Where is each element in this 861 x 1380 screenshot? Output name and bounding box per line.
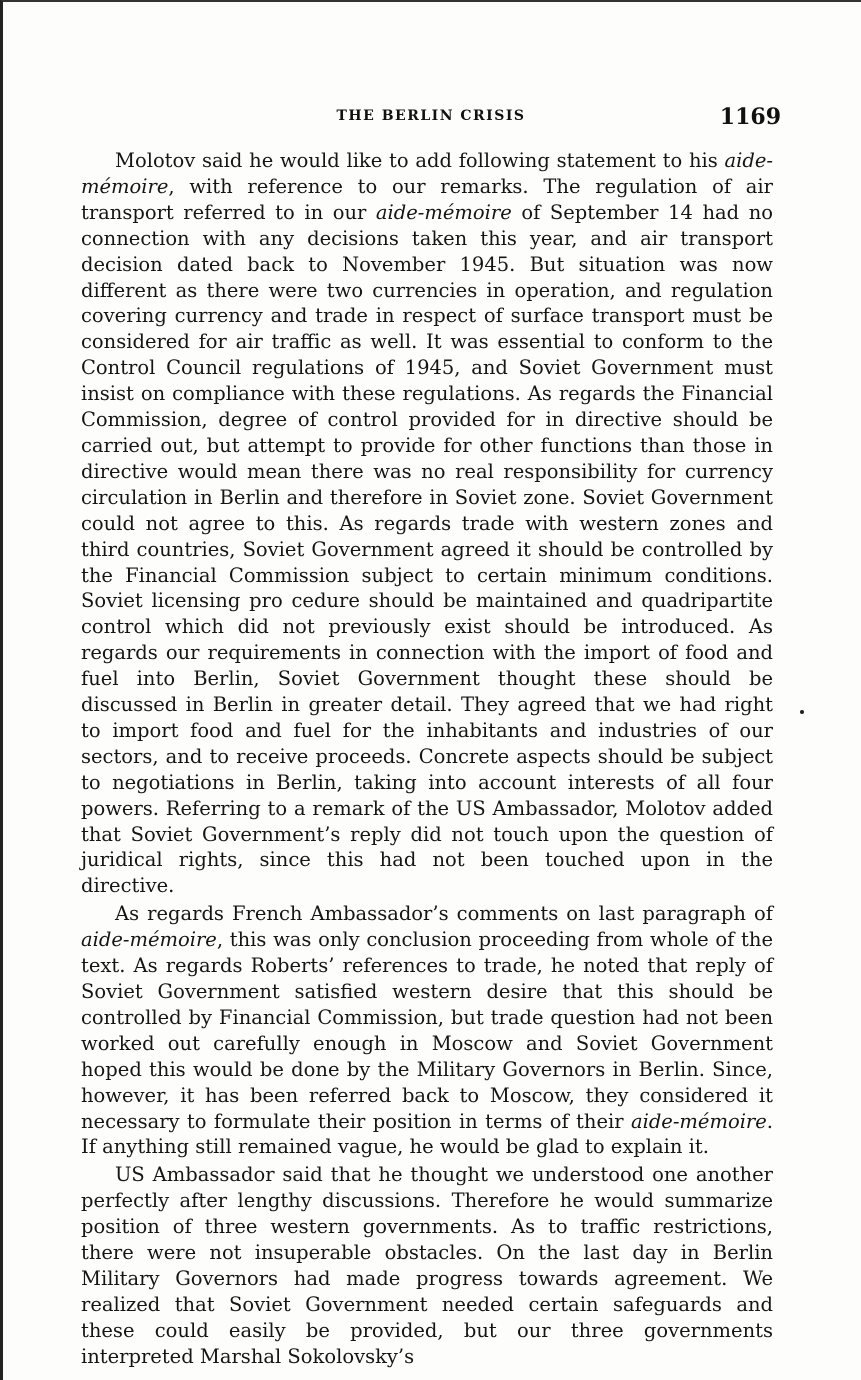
paragraph-us-ambassador	[81, 1162, 773, 1369]
italic-term: aide-mémoire	[375, 200, 512, 224]
body-text	[81, 148, 773, 1370]
paragraph-text: . If anything still remained vague, he would be glad to explain it.	[81, 1109, 773, 1159]
italic-term: aide-mémoire	[81, 928, 217, 952]
print-speck	[800, 710, 804, 714]
paragraph-text: , this was only conclusion proceeding from whole of the text. As regards Roberts’ references to trade, he noted that reply of Soviet Government satisfied western desire that this should be controlled by Financial Commission, but trade question had not been worked out carefully enough in Moscow and Soviet Government hoped this would be done by the Military Governors in Berlin. Since, however, it has been referred back to Moscow, they considered it necessary to formulate their position in terms of their	[81, 928, 773, 1133]
paragraph-french-ambassador	[81, 901, 773, 1160]
page-header	[81, 106, 781, 136]
paragraph-text: of September 14 had no connection with any decisions taken this year, and air transport decision dated back to November 1945. But situation was now different as there were two currencies in operation, and regulation covering currency and trade in respect of surface transport must be considered for air traffic as well. It was essential to conform to the Control Council regulations of 1945, and Soviet Government must insist on compliance with these regulations. As regards the Financial Commission, degree of control provided for in directive should be carried out, but attempt to provide for other functions than those in directive would mean there was no real responsibility for currency circulation in Berlin and therefore in Soviet zone. Soviet Government could not agree to this. As regards trade with western zones and third countries, Soviet Government agreed it should be controlled by the Financial Commission subject to certain minimum conditions. Soviet licensing pro cedure should be maintained and quadripartite control which did not previously exist should be introduced. As regards our requirements in connection with the import of food and fuel into Berlin, Soviet Government thought these should be discussed in Berlin in greater detail. They agreed that we had right to import food and fuel for the inhabitants and industries of our sectors, and to receive proceeds. Concrete aspects should be subject to negotiations in Berlin, taking into account interests of all four powers. Referring to a remark of the US Ambassador, Molotov added that Soviet Government’s reply did not touch upon the question of juridical rights, since this had not been touched upon in the directive.	[81, 200, 774, 898]
paragraph-text: As regards French Ambassador’s comments on last paragraph of	[115, 902, 773, 926]
paragraph-molotov-statement	[81, 148, 773, 899]
paragraph-text: , with reference to our remarks. The regulation of air transport referred to in our	[81, 174, 773, 224]
page-number: 1169	[719, 104, 781, 130]
running-head: THE BERLIN CRISIS	[336, 108, 526, 124]
paragraph-text: US Ambassador said that he thought we understood one another perfectly after lengthy discussions. Therefore he would summarize position of three western governments. As to traffic restrictions, there were not insuperable obstacles. On the last day in Berlin Military Governors had made progress towards agreement. We realized that Soviet Government needed certain safeguards and these could easily be provided, but our three governments interpreted Marshal Sokolovsky’s	[81, 1163, 773, 1368]
italic-term: aide-mémoire	[630, 1109, 767, 1133]
italic-term: aide-mémoire	[81, 149, 773, 198]
paragraph-text: Molotov said he would like to add following statement to his	[115, 149, 725, 172]
